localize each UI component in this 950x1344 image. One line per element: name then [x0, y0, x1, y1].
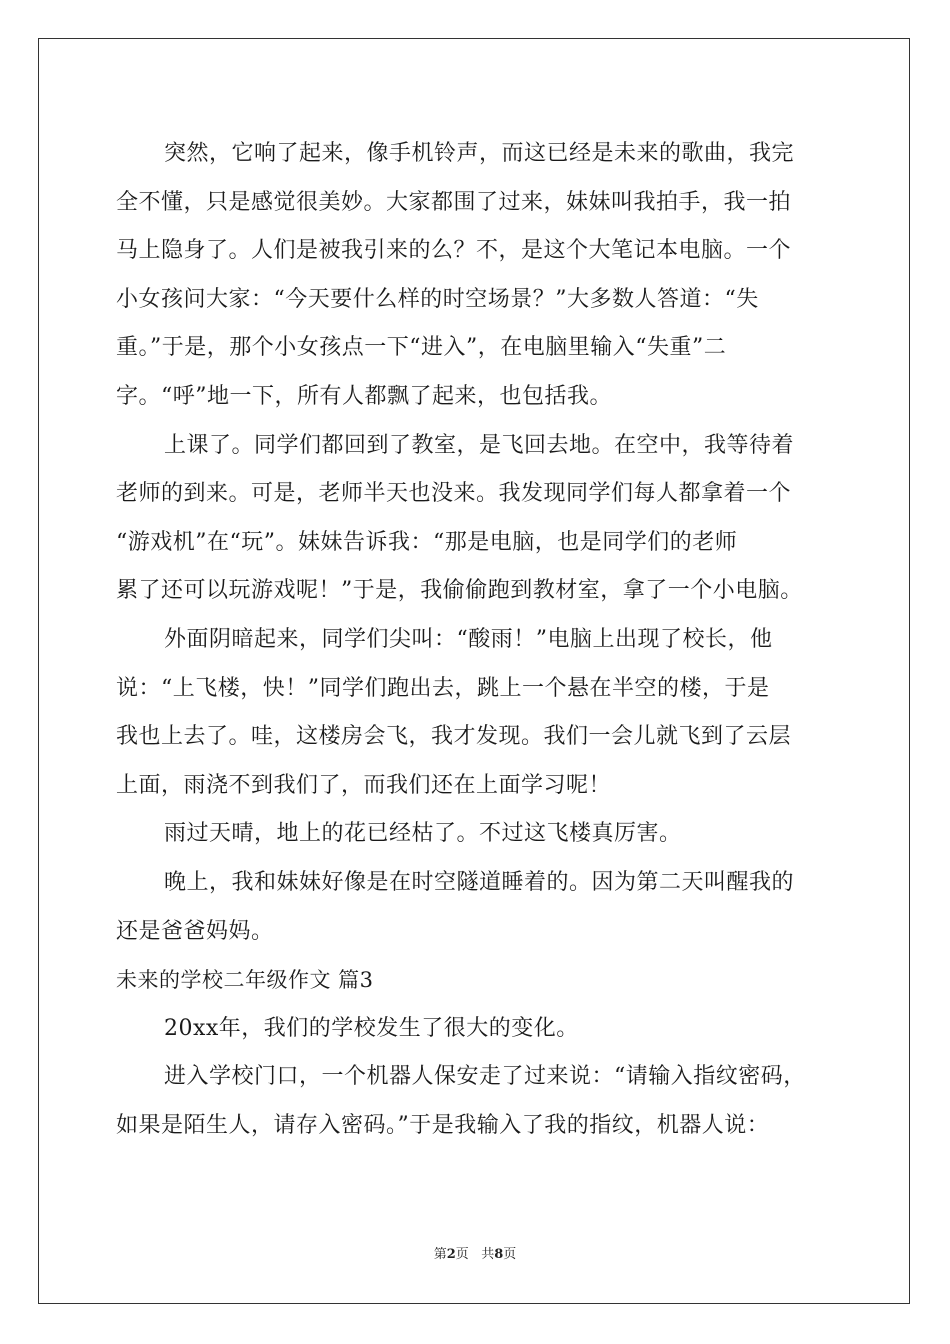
paragraph [116, 422, 836, 616]
text-line: 我也上去了。哇，这楼房会飞，我才发现。我们一会儿就飞到了云层 [116, 724, 792, 750]
paragraph [116, 130, 836, 422]
footer-page-suffix: 页 [455, 1247, 469, 1262]
footer-page-number: 2 [446, 1247, 456, 1262]
text-line: 重。”于是，那个小女孩点一下“进入”，在电脑里输入“失重”二 [116, 335, 727, 361]
text-line: 雨过天晴，地上的花已经枯了。不过这飞楼真厉害。 [164, 821, 682, 847]
text-line: 全不懂，只是感觉很美妙。大家都围了过来，妹妹叫我拍手，我一拍 [116, 189, 792, 215]
footer-prefix: 第 [433, 1247, 447, 1262]
text-line: 字。“呼”地一下，所有人都飘了起来，也包括我。 [116, 383, 612, 409]
text-line: 说：“上飞楼，快！”同学们跑出去，跳上一个悬在半空的楼，于是 [116, 675, 770, 701]
footer-total-suffix: 页 [503, 1247, 517, 1262]
footer-total-pages: 8 [494, 1247, 504, 1262]
heading-text: 未来的学校二年级作文 篇3 [116, 968, 374, 993]
document-body [116, 130, 836, 1150]
paragraph [116, 616, 836, 810]
paragraph [116, 1053, 836, 1150]
text-line: 上课了。同学们都回到了教室，是飞回去地。在空中，我等待着 [164, 432, 795, 458]
text-line: 小女孩问大家：“今天要什么样的时空场景？”大多数人答道：“失 [116, 286, 759, 312]
paragraph [116, 1005, 836, 1054]
text-line: 晚上，我和妹妹好像是在时空隧道睡着的。因为第二天叫醒我的 [164, 869, 795, 895]
text-line: “游戏机”在“玩”。妹妹告诉我：“那是电脑，也是同学们的老师 [116, 529, 738, 555]
text-line: 还是爸爸妈妈。 [116, 918, 274, 944]
text-line: 累了还可以玩游戏呢！”于是，我偷偷跑到教材室，拿了一个小电脑。 [116, 578, 803, 604]
text-line: 如果是陌生人，请存入密码。”于是我输入了我的指纹，机器人说： [116, 1112, 770, 1138]
text-line: 上面，雨浇不到我们了，而我们还在上面学习呢！ [116, 772, 612, 798]
text-line: 突然，它响了起来，像手机铃声，而这已经是未来的歌曲，我完 [164, 141, 795, 166]
text-line: 外面阴暗起来，同学们尖叫：“酸雨！”电脑上出现了校长，他 [164, 626, 773, 652]
paragraph [116, 810, 836, 859]
section-heading [116, 956, 836, 1005]
page-footer [0, 1243, 950, 1262]
text-line: 老师的到来。可是，老师半天也没来。我发现同学们每人都拿着一个 [116, 481, 792, 507]
text-line: 进入学校门口，一个机器人保安走了过来说：“请输入指纹密码， [164, 1064, 806, 1090]
footer-total-prefix: 共 [481, 1247, 495, 1262]
text-line: 20xx年，我们的学校发生了很大的变化。 [164, 1015, 579, 1041]
text-line: 马上隐身了。人们是被我引来的么？不，是这个大笔记本电脑。一个 [116, 238, 792, 264]
paragraph [116, 859, 836, 956]
